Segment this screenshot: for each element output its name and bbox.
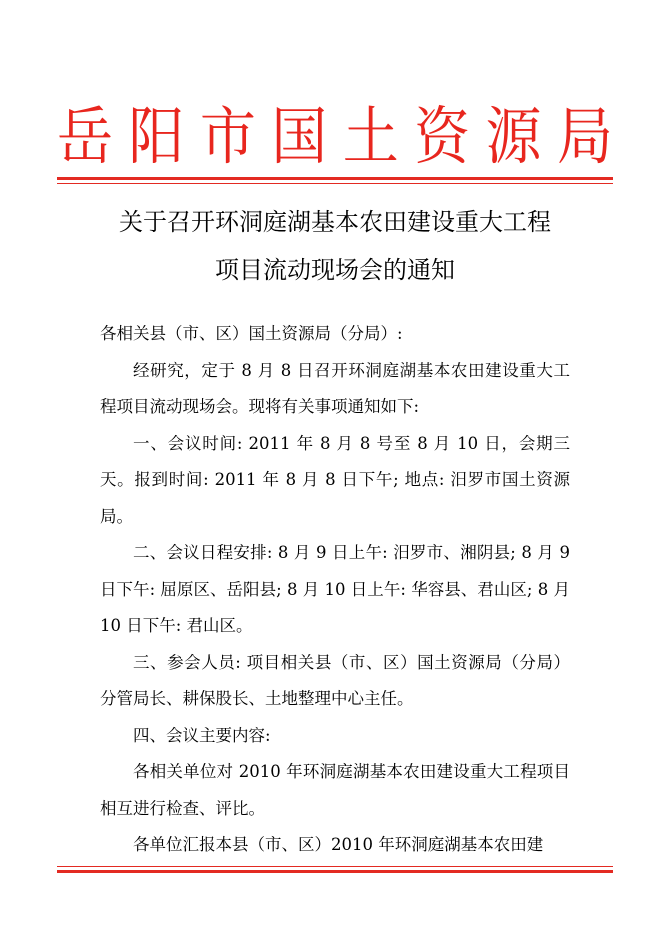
body-paragraph: 一、会议时间: 2011 年 8 月 8 号至 8 月 10 日，会期三天。报到时间: 2011 年 8 月 8 日下午; 地点: 汨罗市国土资源局。	[100, 433, 570, 526]
document-title-line2: 项目流动现场会的通知	[215, 256, 455, 284]
letterhead-char: 土	[342, 101, 399, 174]
document-body	[100, 316, 570, 864]
body-paragraph: 三、参会人员: 项目相关县（市、区）国土资源局（分局）分管局长、耕保股长、土地整理中心主任。	[100, 652, 570, 708]
document-title-line1: 关于召开环洞庭湖基本农田建设重大工程	[119, 208, 551, 236]
body-paragraph: 四、会议主要内容:	[133, 725, 271, 745]
letterhead-char: 源	[485, 101, 542, 174]
body-paragraph: 各单位汇报本县（市、区）2010 年环洞庭湖基本农田建	[133, 835, 544, 854]
body-paragraph: 经研究，定于 8 月 8 日召开环洞庭湖基本农田建设重大工程项目流动现场会。现将有关事项通知如下:	[100, 360, 570, 416]
letterhead-char: 局	[556, 101, 613, 174]
letterhead-char: 资	[414, 101, 471, 174]
footer-divider-thin	[57, 866, 613, 867]
body-paragraph: 各相关单位对 2010 年环洞庭湖基本农田建设重大工程项目相互进行检查、评比。	[100, 762, 570, 818]
letterhead-char: 市	[199, 101, 256, 174]
letterhead-char: 岳	[57, 101, 113, 174]
letterhead-title	[57, 98, 613, 178]
footer-divider-thick	[57, 870, 613, 873]
letterhead-char: 阳	[128, 101, 185, 174]
body-paragraph: 二、会议日程安排: 8 月 9 日上午: 汨罗市、湘阴县; 8 月 9 日下午: 屈原区、岳阳县; 8 月 10 日上午: 华容县、君山区; 8 月 10 日下午: 君山区。	[100, 543, 570, 635]
letterhead-char: 国	[271, 101, 328, 174]
header-divider-thick	[57, 177, 613, 180]
header-divider-thin	[57, 183, 613, 184]
salutation: 各相关县（市、区）国土资源局（分局）:	[100, 324, 403, 343]
